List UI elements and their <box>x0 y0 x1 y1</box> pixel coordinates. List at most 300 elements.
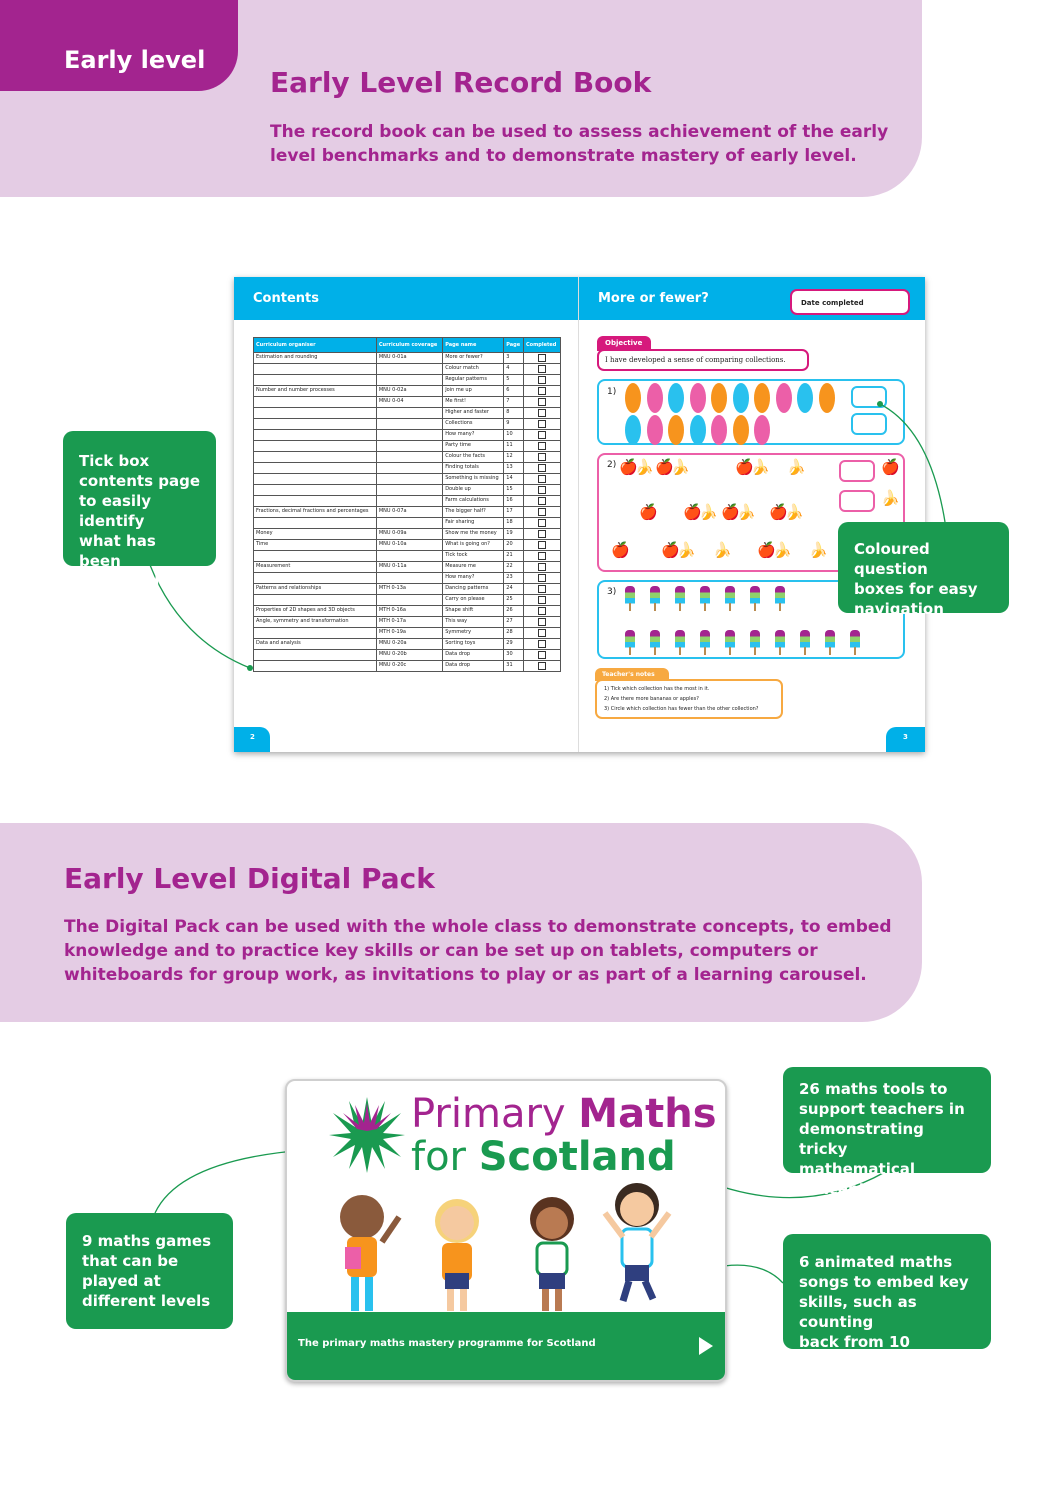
maths-tools-callout <box>783 1067 991 1198</box>
completed-checkbox[interactable] <box>538 651 546 659</box>
apple-icon: 🍎 <box>735 458 754 476</box>
callout-line: what has been <box>79 532 156 570</box>
completed-checkbox[interactable] <box>538 629 546 637</box>
callout-line: boxes for easy <box>854 580 978 598</box>
table-row <box>254 617 561 628</box>
answer-box[interactable] <box>851 413 887 435</box>
objective-label: Objective <box>597 336 651 351</box>
apple-icon: 🍎 <box>683 503 702 521</box>
coverage-cell <box>376 463 442 474</box>
callout-line: skills, such as counting <box>799 1293 917 1331</box>
completed-checkbox[interactable] <box>538 497 546 505</box>
counter-dot <box>754 415 770 445</box>
completed-checkbox[interactable] <box>538 596 546 604</box>
page-name-cell: The bigger half? <box>443 507 504 518</box>
table-row <box>254 353 561 364</box>
ice-lolly-icon <box>725 630 735 652</box>
column-header: Page <box>504 338 524 353</box>
right-page-number: 3 <box>886 727 925 752</box>
callout-line: mathematical concepts <box>799 1160 915 1198</box>
coverage-cell <box>376 364 442 375</box>
organiser-cell <box>254 375 377 386</box>
table-row <box>254 441 561 452</box>
completed-cell <box>523 650 560 661</box>
page-cell: 20 <box>504 540 524 551</box>
table-row <box>254 573 561 584</box>
table-row <box>254 408 561 419</box>
table-row <box>254 452 561 463</box>
table-row <box>254 661 561 672</box>
page-cell: 8 <box>504 408 524 419</box>
organiser-cell <box>254 408 377 419</box>
table-row <box>254 463 561 474</box>
table-row <box>254 397 561 408</box>
completed-checkbox[interactable] <box>538 376 546 384</box>
completed-checkbox[interactable] <box>538 453 546 461</box>
ice-lolly-icon <box>650 630 660 652</box>
page-name-cell: Regular patterns <box>443 375 504 386</box>
lead-line: whiteboards for group work, as invitations to play or as part of a learning carousel. <box>64 965 867 985</box>
table-row <box>254 529 561 540</box>
coverage-cell: MNU 0-09a <box>376 529 442 540</box>
organiser-cell <box>254 650 377 661</box>
coverage-cell: MNU 0-04 <box>376 397 442 408</box>
counter-dot <box>733 383 749 413</box>
ice-lolly-icon <box>750 630 760 652</box>
page-cell: 4 <box>504 364 524 375</box>
page-name-cell: Shape shift <box>443 606 504 617</box>
organiser-cell: Fractions, decimal fractions and percentages <box>254 507 377 518</box>
column-header: Curriculum coverage <box>376 338 442 353</box>
teachers-notes <box>595 679 783 719</box>
coverage-cell: MNU 0-01a <box>376 353 442 364</box>
completed-cell <box>523 628 560 639</box>
ice-lolly-icon <box>675 630 685 652</box>
ice-lolly-icon <box>700 586 710 608</box>
record-book-spread <box>234 277 925 752</box>
page-cell: 28 <box>504 628 524 639</box>
organiser-cell <box>254 430 377 441</box>
completed-checkbox[interactable] <box>538 486 546 494</box>
completed-cell <box>523 551 560 562</box>
page-title: More or fewer? <box>598 291 709 306</box>
ice-lolly-icon <box>625 630 635 652</box>
callout-line: to easily identify <box>79 492 151 530</box>
page-name-cell: More or fewer? <box>443 353 504 364</box>
page-name-cell: How many? <box>443 573 504 584</box>
organiser-cell <box>254 463 377 474</box>
page-cell: 27 <box>504 617 524 628</box>
organiser-cell <box>254 474 377 485</box>
tagline: The primary maths mastery programme for Scotland <box>298 1338 596 1349</box>
table-row <box>254 628 561 639</box>
completed-cell <box>523 452 560 463</box>
page-cell: 31 <box>504 661 524 672</box>
child-3 <box>530 1197 574 1311</box>
table-row <box>254 386 561 397</box>
organiser-cell <box>254 485 377 496</box>
starburst-logo-icon <box>327 1095 407 1175</box>
digital-pack-card[interactable] <box>285 1079 727 1382</box>
apple-icon: 🍎 <box>757 541 776 559</box>
completed-checkbox[interactable] <box>538 585 546 593</box>
table-row <box>254 584 561 595</box>
completed-checkbox[interactable] <box>538 563 546 571</box>
ice-lolly-icon <box>825 630 835 652</box>
column-header: Page name <box>443 338 504 353</box>
organiser-cell <box>254 661 377 672</box>
coverage-cell: MNU 0-20b <box>376 650 442 661</box>
child-2 <box>435 1199 479 1311</box>
coverage-cell: MTH 0-17a <box>376 617 442 628</box>
completed-cell <box>523 408 560 419</box>
completed-cell <box>523 573 560 584</box>
completed-cell <box>523 419 560 430</box>
callout-line: Tick box <box>79 452 150 470</box>
apple-icon: 🍎 <box>655 458 674 476</box>
completed-checkbox[interactable] <box>538 662 546 670</box>
banana-icon: 🍌 <box>787 458 806 476</box>
organiser-cell: Money <box>254 529 377 540</box>
contents-table <box>253 337 561 672</box>
logo-for: for <box>411 1134 479 1180</box>
completed-cell <box>523 507 560 518</box>
page-name-cell: Carry on please <box>443 595 504 606</box>
page-cell: 9 <box>504 419 524 430</box>
logo-line-1 <box>411 1093 717 1135</box>
banana-icon: 🍌 <box>809 541 828 559</box>
lolly-stick <box>779 647 781 655</box>
page-cell: 18 <box>504 518 524 529</box>
page-name-cell: Symmetry <box>443 628 504 639</box>
coverage-cell <box>376 441 442 452</box>
completed-cell <box>523 364 560 375</box>
record-book-title: Early Level Record Book <box>270 66 652 99</box>
coverage-cell: MTH 0-19a <box>376 628 442 639</box>
coverage-cell <box>376 551 442 562</box>
banana-icon: 🍌 <box>751 458 770 476</box>
answer-box[interactable] <box>839 460 875 482</box>
completed-cell <box>523 529 560 540</box>
completed-checkbox[interactable] <box>538 519 546 527</box>
date-completed-box[interactable]: Date completed <box>790 289 910 315</box>
ice-lolly-icon <box>775 586 785 608</box>
callout-line: back from 10 <box>799 1333 910 1351</box>
callout-line: navigation <box>854 600 944 618</box>
digital-pack-title: Early Level Digital Pack <box>64 862 435 895</box>
organiser-cell <box>254 573 377 584</box>
page-name-cell: Farm calculations <box>443 496 504 507</box>
callout-line: support teachers in <box>799 1100 965 1118</box>
page-cell: 16 <box>504 496 524 507</box>
lolly-stick <box>654 603 656 611</box>
coverage-cell: MNU 0-02a <box>376 386 442 397</box>
page-name-cell: What is going on? <box>443 540 504 551</box>
completed-cell <box>523 540 560 551</box>
table-row <box>254 562 561 573</box>
callout-line: contents page <box>79 472 200 490</box>
table-row <box>254 375 561 386</box>
table-row <box>254 496 561 507</box>
page-cell: 15 <box>504 485 524 496</box>
organiser-cell <box>254 441 377 452</box>
page-gutter <box>578 277 579 752</box>
page-cell: 24 <box>504 584 524 595</box>
callout-line: 26 maths tools to <box>799 1080 948 1098</box>
question-1-number: 1) <box>607 387 617 397</box>
coverage-cell <box>376 485 442 496</box>
coverage-cell <box>376 573 442 584</box>
lolly-stick <box>754 603 756 611</box>
organiser-cell: Angle, symmetry and transformation <box>254 617 377 628</box>
completed-checkbox[interactable] <box>538 552 546 560</box>
completed-checkbox[interactable] <box>538 354 546 362</box>
coverage-cell: MTH 0-16a <box>376 606 442 617</box>
table-row <box>254 650 561 661</box>
note-line: 2) Are there more bananas or apples? <box>604 696 699 702</box>
banana-icon: 🍌 <box>737 503 756 521</box>
completed-checkbox[interactable] <box>538 387 546 395</box>
maths-games-callout <box>66 1213 233 1329</box>
counter-dot <box>711 383 727 413</box>
completed-checkbox[interactable] <box>538 442 546 450</box>
children-illustration <box>287 1177 727 1317</box>
completed-checkbox[interactable] <box>538 541 546 549</box>
page-name-cell: Tick tock <box>443 551 504 562</box>
page-cell: 13 <box>504 463 524 474</box>
question-1-box <box>597 379 905 445</box>
table-row <box>254 551 561 562</box>
page-cell: 17 <box>504 507 524 518</box>
page-cell: 7 <box>504 397 524 408</box>
page-name-cell: Me first! <box>443 397 504 408</box>
organiser-cell: Estimation and rounding <box>254 353 377 364</box>
callout-line: different levels <box>82 1292 211 1310</box>
organiser-cell <box>254 452 377 463</box>
counter-dot <box>776 383 792 413</box>
coverage-cell: MNU 0-20a <box>376 639 442 650</box>
counter-dot <box>647 383 663 413</box>
completed-checkbox[interactable] <box>538 607 546 615</box>
page-name-cell: This way <box>443 617 504 628</box>
page-cell: 30 <box>504 650 524 661</box>
completed-cell <box>523 639 560 650</box>
lolly-stick <box>629 603 631 611</box>
organiser-cell: Measurement <box>254 562 377 573</box>
child-4 <box>605 1183 669 1301</box>
completed-cell <box>523 584 560 595</box>
lolly-stick <box>779 603 781 611</box>
page-name-cell: Something is missing <box>443 474 504 485</box>
completed-checkbox[interactable] <box>538 365 546 373</box>
organiser-cell: Data and analysis <box>254 639 377 650</box>
completed-cell <box>523 375 560 386</box>
organiser-cell <box>254 419 377 430</box>
logo-primary: Primary <box>411 1091 579 1137</box>
page-cell: 19 <box>504 529 524 540</box>
maths-songs-callout <box>783 1234 991 1349</box>
banana-icon: 🍌 <box>785 503 804 521</box>
answer-box[interactable] <box>851 386 887 408</box>
table-row <box>254 507 561 518</box>
organiser-cell: Patterns and relationships <box>254 584 377 595</box>
coverage-cell: MNU 0-11a <box>376 562 442 573</box>
table-row <box>254 518 561 529</box>
counter-dot <box>625 383 641 413</box>
page-name-cell: Colour match <box>443 364 504 375</box>
page-cell: 6 <box>504 386 524 397</box>
counter-dot <box>668 415 684 445</box>
page-cell: 14 <box>504 474 524 485</box>
page-name-cell: Data drop <box>443 650 504 661</box>
page-name-cell: Show me the money <box>443 529 504 540</box>
banana-icon: 🍌 <box>773 541 792 559</box>
counter-dot <box>690 383 706 413</box>
callout-line: played at <box>82 1272 161 1290</box>
page-name-cell: Data drop <box>443 661 504 672</box>
completed-cell <box>523 485 560 496</box>
completed-checkbox[interactable] <box>538 398 546 406</box>
completed-cell <box>523 496 560 507</box>
table-row <box>254 606 561 617</box>
page-name-cell: Colour the facts <box>443 452 504 463</box>
completed-cell <box>523 397 560 408</box>
page-name-cell: Higher and faster <box>443 408 504 419</box>
counter-dot <box>819 383 835 413</box>
apple-icon: 🍎 <box>881 458 900 476</box>
note-line: 1) Tick which collection has the most in it. <box>604 686 710 692</box>
page-name-cell: Dancing patterns <box>443 584 504 595</box>
organiser-cell: Properties of 2D shapes and 3D objects <box>254 606 377 617</box>
apple-icon: 🍎 <box>619 458 638 476</box>
play-icon[interactable] <box>699 1337 713 1355</box>
question-3-number: 3) <box>607 587 617 597</box>
completed-cell <box>523 430 560 441</box>
apple-icon: 🍎 <box>639 503 658 521</box>
callout-line: songs to embed key <box>799 1273 969 1291</box>
page-cell: 10 <box>504 430 524 441</box>
page-cell: 21 <box>504 551 524 562</box>
coverage-cell <box>376 452 442 463</box>
completed-cell <box>523 606 560 617</box>
completed-cell <box>523 562 560 573</box>
answer-box[interactable] <box>839 490 875 512</box>
page-name-cell: Measure me <box>443 562 504 573</box>
completed-checkbox[interactable] <box>538 530 546 538</box>
lolly-stick <box>654 647 656 655</box>
organiser-cell <box>254 551 377 562</box>
coverage-cell: MNU 0-20c <box>376 661 442 672</box>
banana-icon: 🍌 <box>671 458 690 476</box>
callout-line: 6 animated maths <box>799 1253 953 1271</box>
organiser-cell <box>254 364 377 375</box>
page-name-cell: Join me up <box>443 386 504 397</box>
completed-cell <box>523 463 560 474</box>
completed-cell <box>523 474 560 485</box>
completed-cell <box>523 386 560 397</box>
completed-checkbox[interactable] <box>538 431 546 439</box>
completed-checkbox[interactable] <box>538 464 546 472</box>
tick-box-callout <box>63 431 216 590</box>
ice-lolly-icon <box>800 630 810 652</box>
coverage-cell <box>376 375 442 386</box>
logo-line-2 <box>411 1136 676 1178</box>
page-cell: 26 <box>504 606 524 617</box>
lolly-stick <box>704 647 706 655</box>
counter-dot <box>733 415 749 445</box>
completed-checkbox[interactable] <box>538 574 546 582</box>
apple-icon: 🍎 <box>661 541 680 559</box>
page-name-cell: Party time <box>443 441 504 452</box>
column-header: Curriculum organiser <box>254 338 377 353</box>
coverage-cell: MTH 0-13a <box>376 584 442 595</box>
table-row <box>254 485 561 496</box>
completed-cell <box>523 617 560 628</box>
ice-lolly-icon <box>750 586 760 608</box>
ice-lolly-icon <box>775 630 785 652</box>
ice-lolly-icon <box>675 586 685 608</box>
callout-line: that can be <box>82 1252 179 1270</box>
note-line: 3) Circle which collection has fewer than the other collection? <box>604 706 759 712</box>
completed-checkbox[interactable] <box>538 420 546 428</box>
page-cell: 23 <box>504 573 524 584</box>
apple-icon: 🍎 <box>611 541 630 559</box>
banana-icon: 🍌 <box>713 541 732 559</box>
completed-cell <box>523 441 560 452</box>
digital-pack-lead <box>64 915 892 987</box>
page-name-cell: How many? <box>443 430 504 441</box>
lolly-stick <box>729 603 731 611</box>
page-name-cell: Double up <box>443 485 504 496</box>
organiser-cell: Number and number processes <box>254 386 377 397</box>
lolly-stick <box>679 603 681 611</box>
counter-dot <box>711 415 727 445</box>
lead-line: knowledge and to practice key skills or can be set up on tablets, computers or <box>64 941 818 961</box>
banana-icon: 🍌 <box>881 489 900 507</box>
banana-icon: 🍌 <box>677 541 696 559</box>
page-name-cell: Finding totals <box>443 463 504 474</box>
counter-dot <box>754 383 770 413</box>
completed-checkbox[interactable] <box>538 640 546 648</box>
callout-line: Coloured question <box>854 540 930 578</box>
apple-icon: 🍎 <box>769 503 788 521</box>
counter-dot <box>690 415 706 445</box>
completed-checkbox[interactable] <box>538 475 546 483</box>
card-footer <box>287 1312 725 1380</box>
completed-checkbox[interactable] <box>538 508 546 516</box>
organiser-cell <box>254 628 377 639</box>
coverage-cell <box>376 408 442 419</box>
completed-checkbox[interactable] <box>538 409 546 417</box>
organiser-cell <box>254 518 377 529</box>
objective-text: I have developed a sense of comparing collections. <box>597 349 809 371</box>
completed-cell <box>523 353 560 364</box>
organiser-cell: Time <box>254 540 377 551</box>
lolly-stick <box>704 603 706 611</box>
counter-dot <box>668 383 684 413</box>
teachers-notes-label: Teacher's notes <box>595 668 669 681</box>
table-row <box>254 595 561 606</box>
coloured-boxes-callout <box>838 522 1009 618</box>
column-header: Completed <box>523 338 560 353</box>
banana-icon: 🍌 <box>699 503 718 521</box>
completed-checkbox[interactable] <box>538 618 546 626</box>
page-name-cell: Fair sharing <box>443 518 504 529</box>
callout-line: 9 maths games <box>82 1232 212 1250</box>
apple-icon: 🍎 <box>721 503 740 521</box>
table-row <box>254 419 561 430</box>
lolly-stick <box>679 647 681 655</box>
